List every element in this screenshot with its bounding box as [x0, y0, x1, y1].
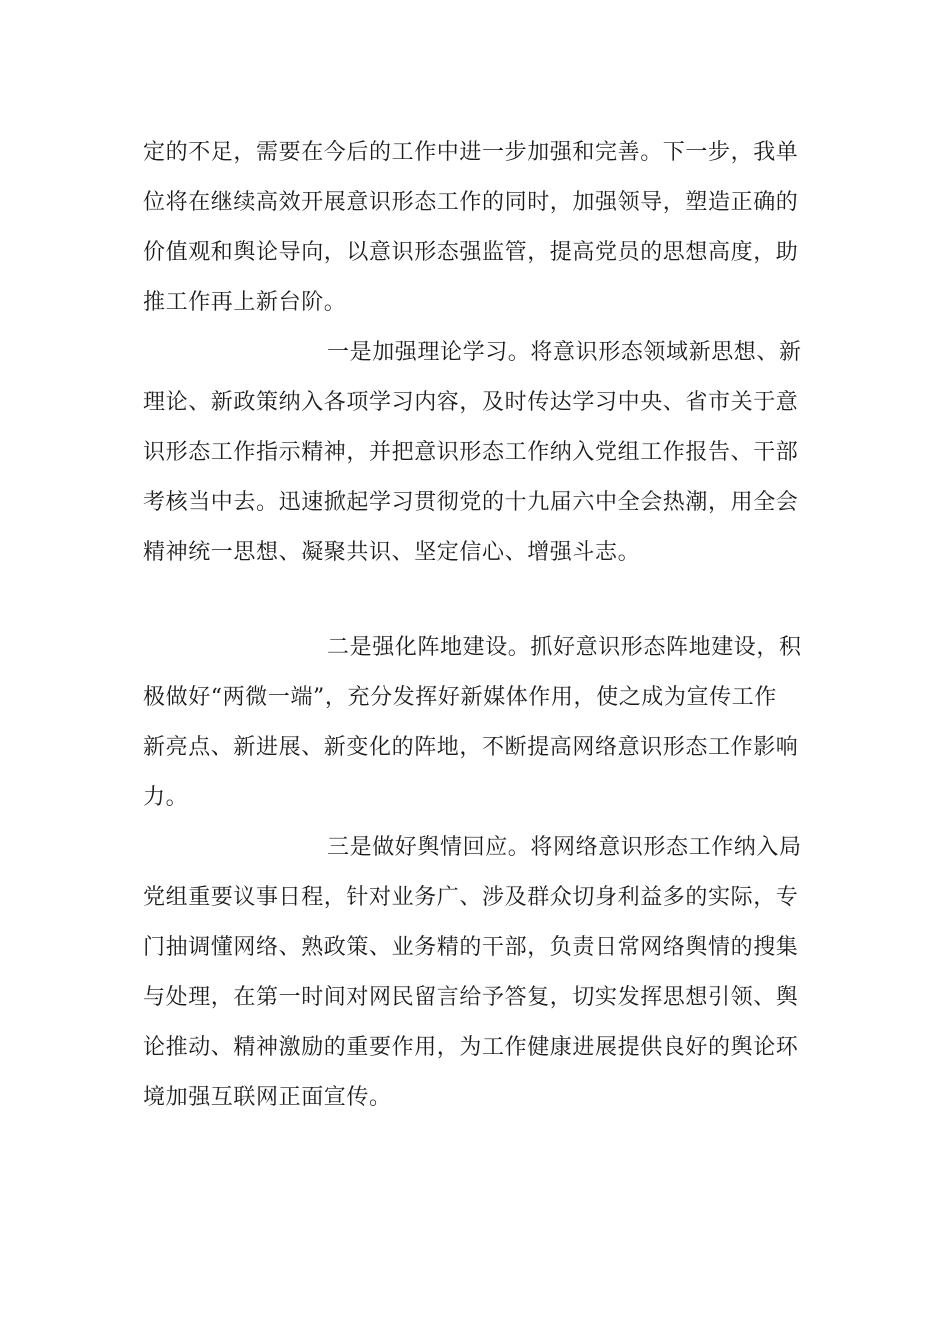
paragraph-2-line-3: 识形态工作指示精神，并把意识形态工作纳入党组工作报告、干部 — [143, 440, 799, 465]
paragraph-4-line-1: 三是做好舆情回应。将网络意识形态工作纳入局 — [327, 835, 802, 860]
paragraph-1-line-3: 价值观和舆论导向，以意识形态强监管，提高党员的思想高度，助 — [143, 240, 799, 265]
paragraph-2-line-5: 精神统一思想、凝聚共识、坚定信心、增强斗志。 — [143, 540, 641, 565]
paragraph-4-line-3: 门抽调懂网络、熟政策、业务精的干部，负责日常网络舆情的搜集 — [143, 935, 799, 960]
paragraph-4-line-2: 党组重要议事日程，针对业务广、涉及群众切身利益多的实际，专 — [143, 885, 799, 910]
paragraph-3-line-2: 极做好“两微一端”，充分发挥好新媒体作用，使之成为宣传工作 — [143, 685, 777, 710]
paragraph-2-line-1: 一是加强理论学习。将意识形态领域新思想、新 — [327, 340, 802, 365]
paragraph-2-line-2: 理论、新政策纳入各项学习内容，及时传达学习中央、省市关于意 — [143, 390, 799, 415]
paragraph-3-line-1: 二是强化阵地建设。抓好意识形态阵地建设，积 — [327, 635, 802, 660]
paragraph-1-line-4: 推工作再上新台阶。 — [143, 290, 347, 315]
paragraph-1-line-2: 位将在继续高效开展意识形态工作的同时，加强领导，塑造正确的 — [143, 190, 799, 215]
paragraph-4-line-6: 境加强互联网正面宣传。 — [143, 1085, 392, 1110]
paragraph-3-line-3: 新亮点、新进展、新变化的阵地，不断提高网络意识形态工作影响 — [143, 735, 799, 760]
paragraph-4-line-4: 与处理，在第一时间对网民留言给予答复，切实发挥思想引领、舆 — [143, 985, 799, 1010]
paragraph-1-line-1: 定的不足，需要在今后的工作中进一步加强和完善。下一步，我单 — [143, 140, 799, 165]
paragraph-4-line-5: 论推动、精神激励的重要作用，为工作健康进展提供良好的舆论环 — [143, 1035, 799, 1060]
paragraph-2-line-4: 考核当中去。迅速掀起学习贯彻党的十九届六中全会热潮，用全会 — [143, 490, 799, 515]
paragraph-3-line-4: 力。 — [143, 785, 189, 810]
